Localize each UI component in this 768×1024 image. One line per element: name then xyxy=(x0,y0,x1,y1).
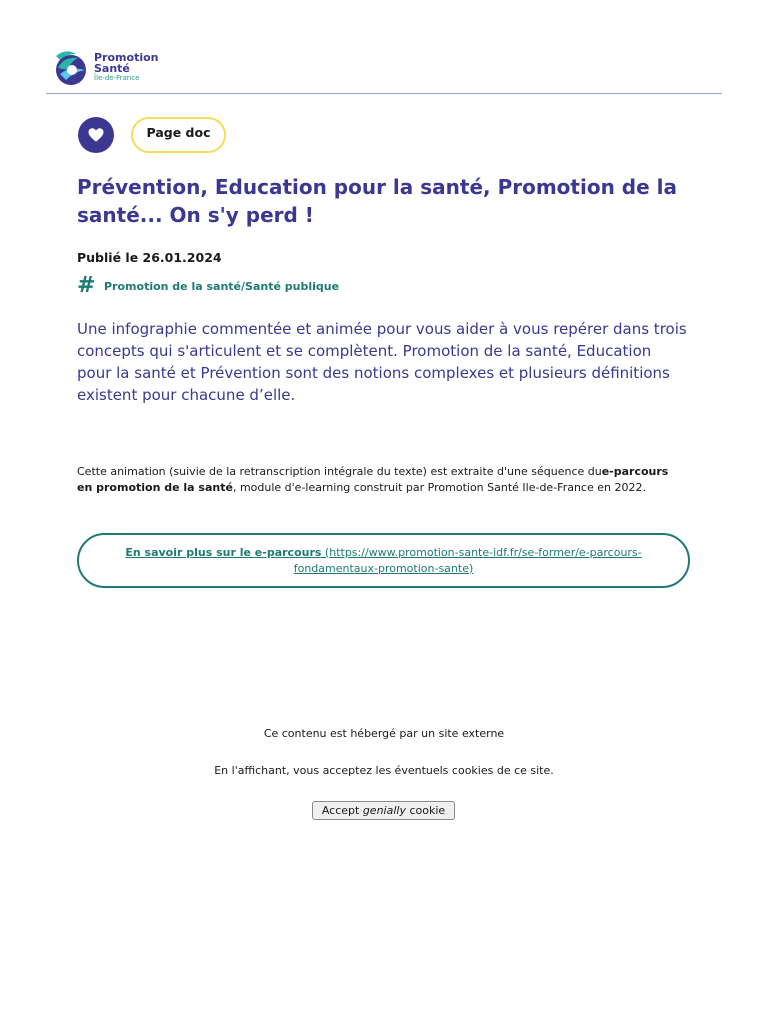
note-text-after: , module d'e-learning construit par Promotion Santé Ile-de-France en 2022. xyxy=(232,480,646,494)
learn-more-url: (https://www.promotion-sante-idf.fr/se-former/e-parcours-fondamentaux-promotion-sante) xyxy=(293,545,642,575)
content-type-badge xyxy=(78,117,114,153)
publication-date: Publié le 26.01.2024 xyxy=(77,250,222,265)
accept-cookie-button[interactable] xyxy=(312,801,455,820)
page-doc-label: Page doc xyxy=(131,117,226,153)
animation-note xyxy=(77,464,687,495)
accept-label-genially: genially xyxy=(362,804,406,817)
logo-line-region: Île-de-France xyxy=(94,74,140,82)
note-bold-eparcours: e-parcours en promotion de la santé xyxy=(77,465,669,494)
tag-row xyxy=(77,273,340,298)
intro-text: Une infographie commentée et animée pour vous aider à vous repérer dans trois concepts qui s'articulent et se complètent. Promotion de la santé, Education pour la santé et Prévention sont des notions complexes et plusieurs définitions existent pour chacune d’elle. xyxy=(77,320,687,404)
logo-text xyxy=(94,52,158,82)
accept-label-after: cookie xyxy=(409,804,446,817)
page-title: Prévention, Education pour la santé, Promotion de la santé... On s'y perd ! xyxy=(77,175,677,227)
learn-more-button[interactable] xyxy=(77,533,690,588)
hash-icon: # xyxy=(77,273,96,298)
tag-link[interactable]: Promotion de la santé/Santé publique xyxy=(104,279,340,293)
note-text-before: Cette animation (suivie de la retranscription intégrale du texte) est extraite d'une séquence du xyxy=(77,465,602,478)
logo-line-sante: Santé xyxy=(94,62,130,75)
site-logo[interactable] xyxy=(52,48,158,86)
logo-line-promotion: Promotion xyxy=(94,51,159,64)
cookie-consent-notice: En l'affichant, vous acceptez les éventuels cookies de ce site. xyxy=(214,764,554,777)
external-content-notice: Ce contenu est hébergé par un site externe xyxy=(263,727,505,740)
site-header xyxy=(46,0,722,94)
logo-icon xyxy=(52,48,90,86)
learn-more-text xyxy=(109,545,658,577)
accept-label-before: Accept xyxy=(321,804,360,817)
heart-icon xyxy=(87,126,105,144)
learn-more-label: En savoir plus sur le e-parcours xyxy=(125,545,322,559)
